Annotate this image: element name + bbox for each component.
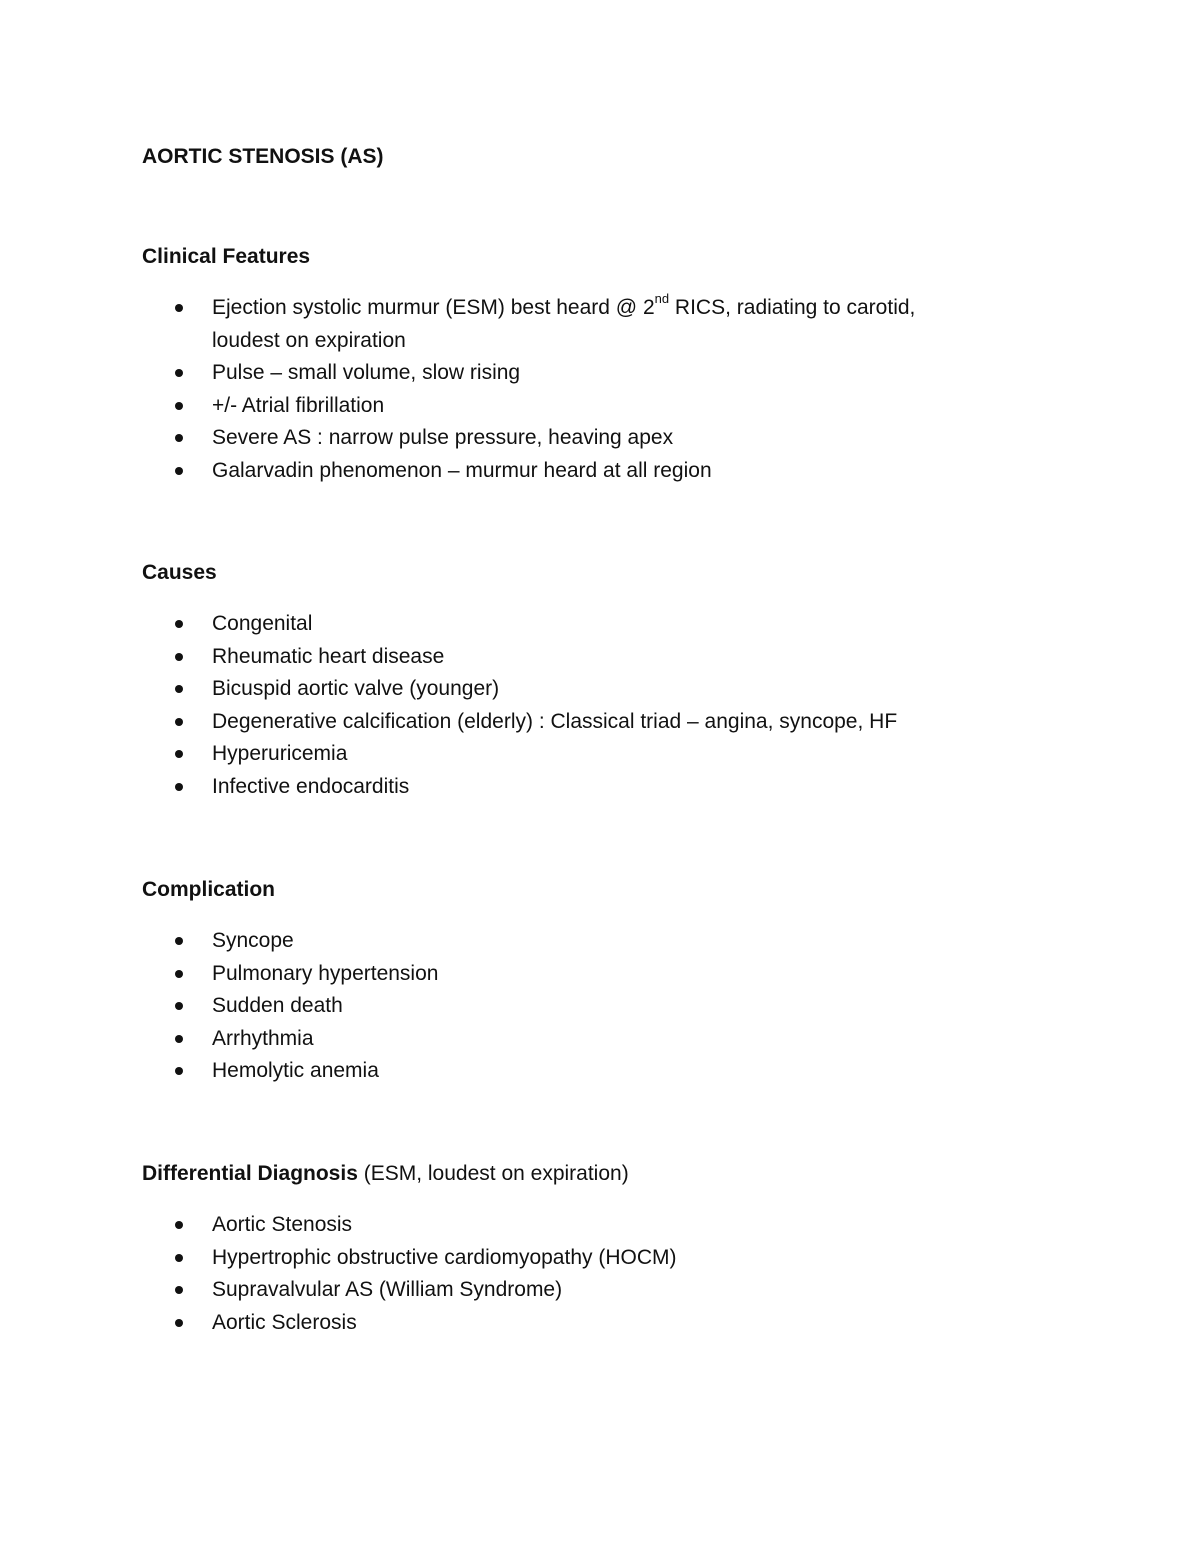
bullet-icon [175,402,183,410]
list-item-text: RICS, radiating to carotid, [669,296,916,319]
list-item-text: Bicuspid aortic valve (younger) [212,677,500,701]
list-item-text: Sudden death [212,994,343,1018]
list-item [142,771,1042,804]
list-item-text: Aortic Stenosis [212,1213,353,1236]
list-item [142,1023,1042,1056]
list-item [142,1242,1042,1275]
list-item [142,1209,1042,1242]
bullet-icon [175,783,183,791]
list-item [142,958,1042,991]
list-item-text: Congenital [212,612,313,635]
list-item-text: Pulse – small volume, slow rising [212,361,521,385]
list-item [142,673,1042,706]
list-item-text: Infective endocarditis [212,774,410,798]
list-item-text: Hypertrophic obstructive cardiomyopathy (HOCM) [212,1245,677,1269]
bullet-icon [175,718,183,726]
list-item [142,641,1042,674]
bullet-icon [175,1319,183,1327]
complication-list [142,925,1042,1088]
section-heading-differential-diagnosis [142,1160,629,1188]
list-item-text: Severe AS : narrow pulse pressure, heaving apex [212,426,674,450]
list-item [142,738,1042,771]
bullet-icon [175,304,183,312]
section-heading-text: Clinical Features [142,245,311,268]
bullet-icon [175,620,183,628]
bullet-icon [175,685,183,693]
list-item-text: Aortic Sclerosis [212,1310,357,1334]
list-item-text-continued: loudest on expiration [212,328,406,352]
section-heading-clinical-features [142,243,310,271]
list-item [142,357,1042,390]
page-title: AORTIC STENOSIS (AS) [142,145,384,168]
bullet-icon [175,653,183,661]
bullet-icon [175,970,183,978]
section-heading-text: Causes [142,561,217,584]
list-item [142,292,1042,357]
list-item-text: +/- Atrial fibrillation [212,393,385,417]
list-item [142,925,1042,958]
list-item [142,1055,1042,1088]
list-item-text: Ejection systolic murmur (ESM) best heard @ 2 [212,296,655,319]
bullet-icon [175,467,183,475]
section-heading-note: (ESM, loudest on expiration) [357,1162,629,1185]
section-heading-text: Differential Diagnosis [142,1162,358,1185]
section-heading-complication [142,876,275,904]
list-item-text: Supravalvular AS (William Syndrome) [212,1278,563,1302]
bullet-icon [175,434,183,442]
bullet-icon [175,1221,183,1229]
section-heading-causes [142,559,217,587]
list-item [142,990,1042,1023]
list-item-text: Syncope [212,929,294,952]
list-item-text: Hyperuricemia [212,742,348,766]
differential-diagnosis-list [142,1209,1042,1339]
list-item [142,1274,1042,1307]
list-item [142,706,1042,739]
causes-list [142,608,1042,804]
list-item-text: Galarvadin phenomenon – murmur heard at all region [212,458,712,482]
ordinal-suffix: nd [654,291,670,306]
list-item [142,390,1042,423]
list-item-text: Arrhythmia [212,1026,314,1050]
bullet-icon [175,369,183,377]
list-item [142,1307,1042,1340]
list-item [142,455,1042,488]
clinical-features-list [142,292,1042,488]
bullet-icon [175,1254,183,1262]
list-item-text: Pulmonary hypertension [212,961,439,985]
section-heading-text: Complication [142,878,276,901]
bullet-icon [175,1002,183,1010]
list-item [142,608,1042,641]
list-item [142,422,1042,455]
list-item-text: Rheumatic heart disease [212,644,445,668]
list-item-text: Degenerative calcification (elderly) : Classical triad – angina, syncope, HF [212,709,898,733]
bullet-icon [175,937,183,945]
bullet-icon [175,1286,183,1294]
bullet-icon [175,1035,183,1043]
bullet-icon [175,750,183,758]
bullet-icon [175,1067,183,1075]
list-item-text: Hemolytic anemia [212,1059,379,1083]
